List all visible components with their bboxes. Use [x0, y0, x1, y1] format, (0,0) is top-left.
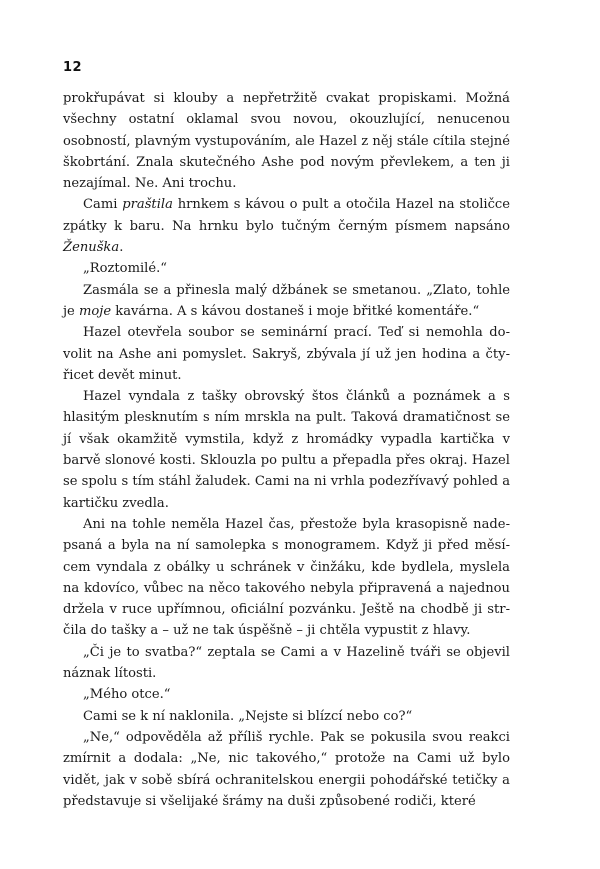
paragraph: „Ne,“ odpověděla až příliš rychle. Pak se pokusila svou reakci zmírnit a dodala: „Ne, nic takového,“ protože na Cami už bylo vidět, jak v sobě sbírá ochranitelskou energii pohodářské tetičky a představuje si všelijaké šrámy na duši způsobené rodiči, které: [63, 729, 510, 809]
paragraph: Hazel vyndala z tašky obrovský štos článků a poznámek a s hlasitým plesknutím s ním mrskla na pult. Taková dramatičnost se jí však okamžitě vymstila, když z hromádky vypadla kartička v barvě slonové kosti. Sklouzla po pultu a přepadla přes okraj. Hazel se spolu s tím stáhl žaludek. Cami na ni vrhla podezřívavý pohled a kartičku zvedla.: [63, 389, 510, 511]
paragraph: „Či je to svatba?“ zeptala se Cami a v Hazelině tváři se objevil náznak lítosti.: [63, 644, 510, 682]
paragraph: Hazel otevřela soubor se seminární prací. Teď si nemohla dovolit na Ashe ani pomyslet. Sakryš, zbývala jí už jen hodina a čtyřicet devět minut.: [63, 325, 510, 383]
paragraph: Cami se k ní naklonila. „Nejste si blízcí nebo co?“: [83, 708, 413, 724]
paragraph: Ani na tohle neměla Hazel čas, přestože byla krasopisně nadepsaná a byla na ní samolepka s monogramem. Když ji před měsícem vyndala z obálky u schránek v činžáku, kde bydlela, myslela na kdovíco, vůbec na něco takového nebyla připravená a najednou držela v ruce upřímnou, oficiální pozvánku. Ještě na chodbě ji strčila do tašky a – už ne tak úspěšně – ji chtěla vypustit z hlavy.: [63, 516, 510, 639]
text-body: [63, 88, 510, 812]
paragraph: Zasmála se a přinesla malý džbánek se smetanou. „Zlato, tohle je moje kavárna. A s kávou dostaneš i moje břitké komentáře.“: [63, 282, 510, 319]
page-number: 12: [63, 60, 83, 75]
paragraph: „Roztomilé.“: [83, 261, 167, 277]
paragraph: prokřupávat si klouby a nepřetržitě cvakat propiskami. Možná všechny ostatní oklamal svou novou, okouzlující, nenucenou osobností, plavným vystupováním, ale Hazel z něj stále cítila stejné škobrtání. Znala skutečného Ashe pod novým převlekem, a ten ji nezajímal. Ne. Ani trochu.: [63, 91, 510, 192]
paragraph: „Mého otce.“: [83, 687, 171, 703]
paragraph: Cami praštila hrnkem s kávou o pult a otočila Hazel na stoličce zpátky k baru. Na hrnku bylo tučným černým písmem napsáno Ženuška.: [63, 197, 510, 256]
